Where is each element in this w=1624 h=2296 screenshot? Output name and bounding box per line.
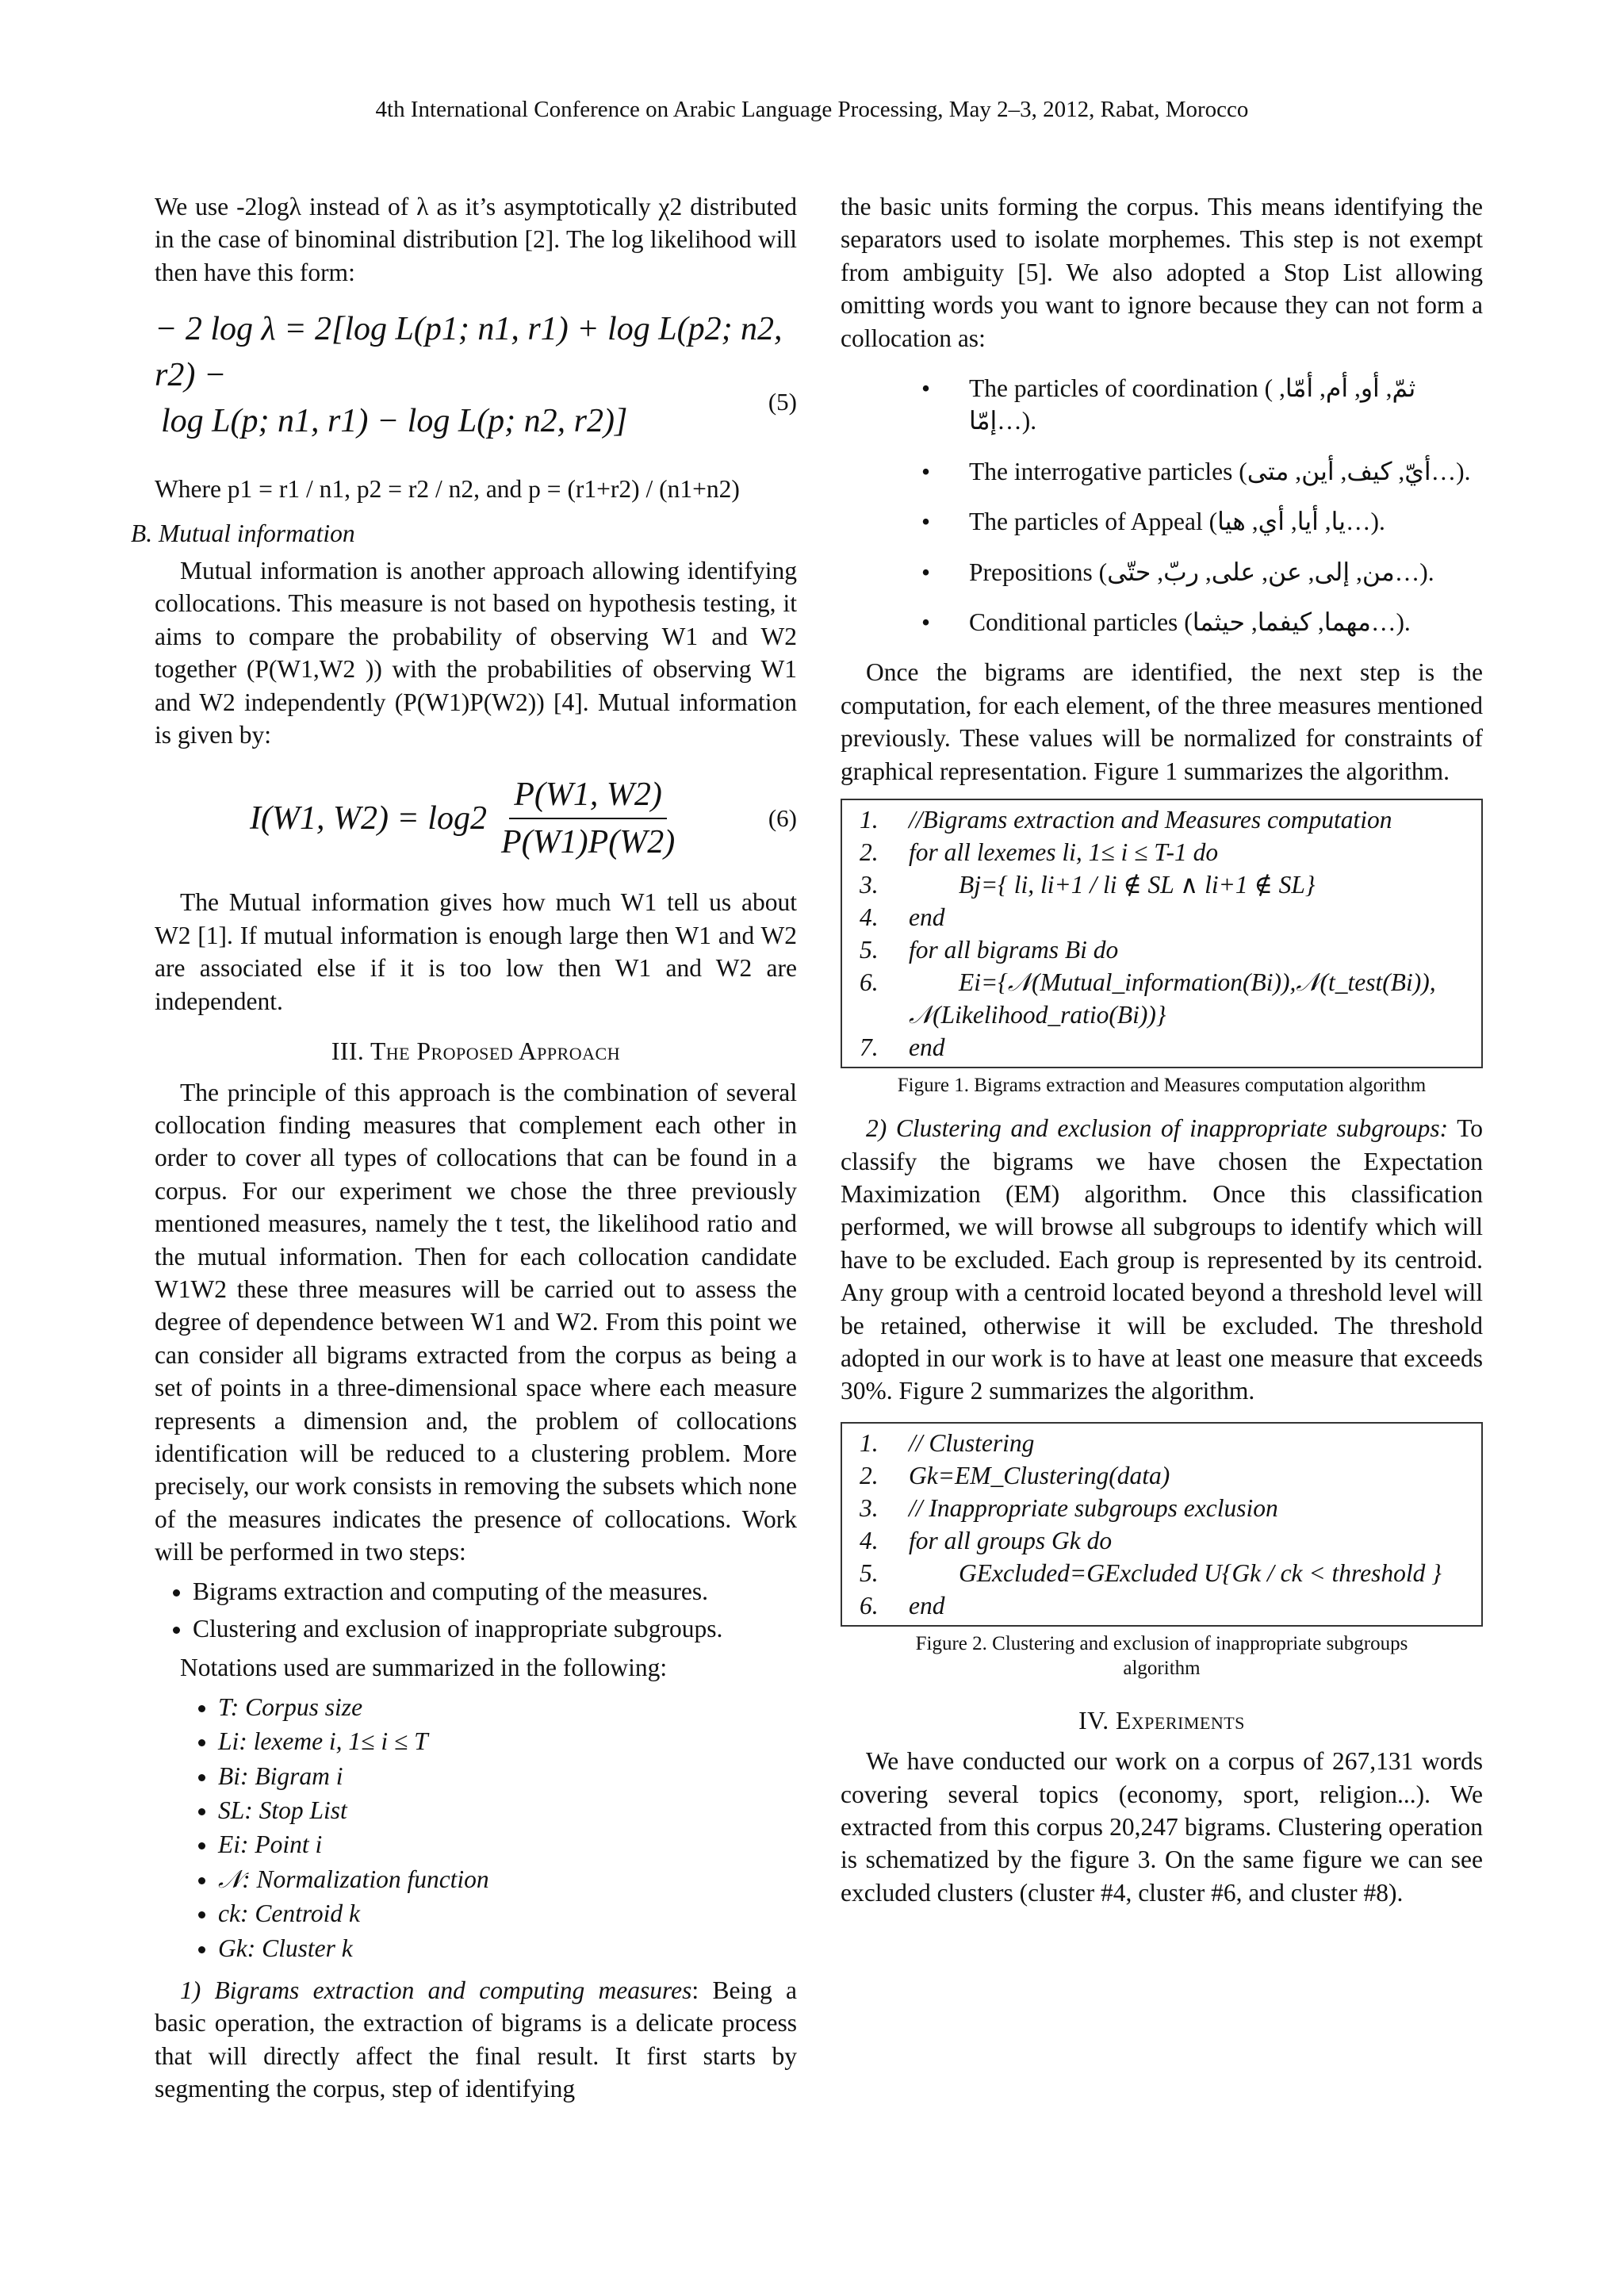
equation-6-denominator: P(W1)P(W2) bbox=[500, 824, 676, 861]
notations-list bbox=[155, 1691, 797, 1964]
algorithm-line: 4. for all groups Gk do bbox=[860, 1526, 1113, 1554]
algorithm-line: 2. Gk=EM_Clustering(data) bbox=[860, 1461, 1170, 1489]
list-item: • SL: Stop List bbox=[218, 1794, 797, 1826]
list-item: • Conditional particles (مهما, كيفما, حيثما…). bbox=[969, 606, 1483, 638]
algorithm-line: 3. Bj={ li, li+1 / li ∉ SL ∧ li+1 ∉ SL} bbox=[860, 871, 1316, 899]
paragraph-clustering bbox=[841, 1112, 1483, 1408]
figure-1-caption: Figure 1. Bigrams extraction and Measures computation algorithm bbox=[897, 1075, 1427, 1097]
left-column bbox=[131, 190, 797, 2106]
algorithm-line: 5. GExcluded=GExcluded U{Gk / ck < threshold } bbox=[860, 1558, 1442, 1587]
algorithm-line: 𝒩(Likelihood_ratio(Bi))} bbox=[909, 1001, 1166, 1029]
algorithm-line: 3. // Inappropriate subgroups exclusion bbox=[860, 1493, 1278, 1522]
algorithm-line: 1. // Clustering bbox=[860, 1428, 1035, 1457]
list-item: • Bigrams extraction and computing of the measures. bbox=[193, 1575, 797, 1608]
subsection-2-text: To classify the bigrams we have chosen the Expectation Maximization (EM) algorithm. Once this classification performed, we will browse all subgroups to identify which will have to be excluded. Each group is represented by its centroid. Any group with a centroid located beyond a threshold level will be retained, otherwise it will be excluded. The threshold adopted in our work is to have at least one measure that exceeds 30%. Figure 2 summarizes the algorithm. bbox=[841, 1114, 1483, 1405]
figure-2-caption: Figure 2. Clustering and exclusion of inappropriate subgroups algorithm bbox=[915, 1632, 1408, 1679]
algorithm-1-box bbox=[841, 799, 1483, 1068]
equation-5-line1: − 2 log λ = 2[log L(p1; n1, r1) + log L(p2; n2, r2) − bbox=[155, 311, 783, 394]
paragraph-bigrams-extraction bbox=[155, 1974, 797, 2106]
paragraph-loglambda: We use -2logλ instead of λ as it’s asymptotically χ2 distributed in the case of binominal distribution [2]. The log likelihood will then have this form: bbox=[155, 193, 797, 286]
list-item: • 𝒩: Normalization function bbox=[218, 1863, 797, 1895]
equation-6-number: (6) bbox=[768, 804, 797, 833]
equation-5 bbox=[155, 306, 797, 444]
subsection-2-title: 2) Clustering and exclusion of inappropriate subgroups: bbox=[866, 1114, 1449, 1143]
list-item: • The particles of coordination ( ثمّ, أو, أم, أمّا, إمّا…). bbox=[969, 372, 1483, 438]
equation-6 bbox=[250, 775, 797, 862]
equation-5-line2: log L(p; n1, r1) − log L(p; n2, r2)] bbox=[161, 403, 628, 440]
algorithm-line: 5. for all bigrams Bi do bbox=[860, 936, 1119, 964]
paragraph-mutual-information: Mutual information is another approach allowing identifying collocations. This measure is not based on hypothesis testing, it aims to compare the probability of observing W1 and W2 together (P(W1,W2 )) with the probabilities of observing W1 and W2 independently (P(W1)P(W2)) [4]. Mutual information is given by: bbox=[155, 557, 797, 749]
algorithm-line: 7. end bbox=[860, 1033, 945, 1062]
section-3-heading: III. The Proposed Approach bbox=[331, 1037, 621, 1066]
list-item: • Clustering and exclusion of inappropriate subgroups. bbox=[193, 1612, 797, 1645]
list-item: • T: Corpus size bbox=[218, 1691, 797, 1723]
paragraph-mi-interpretation: The Mutual information gives how much W1 tell us about W2 [1]. If mutual information is enough large then W1 and W2 are associated else if it is too low then W1 and W2 are independent. bbox=[155, 888, 797, 1015]
section-4-heading: IV. Experiments bbox=[1078, 1706, 1245, 1734]
algorithm-line: 4. end bbox=[860, 903, 945, 932]
list-item: • Ei: Point i bbox=[218, 1828, 797, 1861]
list-item: • Gk: Cluster k bbox=[218, 1932, 797, 1964]
paragraph-computation: Once the bigrams are identified, the next step is the computation, for each element, of the three measures mentioned previously. These values will be normalized for constraints of graphical representation. Figure 1 summarizes the algorithm. bbox=[841, 658, 1483, 785]
subsection-b-heading: B. Mutual information bbox=[131, 519, 355, 547]
list-item: • Li: lexeme i, 1≤ i ≤ T bbox=[218, 1725, 797, 1757]
algorithm-line: 6. end bbox=[860, 1591, 945, 1619]
subsection-1-text: : Being a basic operation, the extraction of bigrams is a delicate process that will directly affect the final result. It first starts by segmenting the corpus, step of identifying bbox=[155, 1976, 797, 2103]
stop-list-particles bbox=[841, 372, 1483, 638]
equation-6-fraction bbox=[501, 772, 675, 865]
paragraph-segmentation: the basic units forming the corpus. This means identifying the separators used to isolate morphemes. This step is not exempt from ambiguity [5]. We also adopted a Stop List allowing omitting words you want to ignore because they can not form a collocation as: bbox=[841, 193, 1483, 352]
steps-list bbox=[155, 1575, 797, 1646]
equation-6-lhs: I(W1, W2) = log2 bbox=[250, 800, 487, 838]
paragraph-approach: The principle of this approach is the combination of several collocation finding measures that complement each other in order to cover all types of collocations that can be found in a corpus. For our experiment we chose the three previously mentioned measures, namely the t test, the likelihood ratio and the mutual information. Then for each collocation candidate W1W2 these three measures will be carried out to assess the degree of dependence between W1 and W2. From this point we can consider all bigrams extracted from the corpus as being a set of points in a three-dimensional space where each measure represents a dimension and, the problem of collocations identification will be reduced to a clustering problem. More precisely, our work consists in removing the subsets which none of the measures indicates the presence of collocations. Work will be performed in two steps: bbox=[155, 1078, 797, 1566]
algorithm-line: 2. for all lexemes li, 1≤ i ≤ T-1 do bbox=[860, 838, 1219, 867]
subsection-1-title: 1) Bigrams extraction and computing measures bbox=[180, 1976, 692, 2005]
right-column bbox=[841, 190, 1483, 1909]
algorithm-2-box bbox=[841, 1422, 1483, 1627]
list-item: • ck: Centroid k bbox=[218, 1897, 797, 1930]
where-definition: Where p1 = r1 / n1, p2 = r2 / n2, and p = (r1+r2) / (n1+n2) bbox=[155, 475, 740, 504]
list-item: • The interrogative particles (أيّ, كيف, أين, متى…). bbox=[969, 455, 1483, 488]
list-item: • Bi: Bigram i bbox=[218, 1760, 797, 1792]
algorithm-line: 1. //Bigrams extraction and Measures computation bbox=[860, 806, 1392, 834]
running-header: 4th International Conference on Arabic Language Processing, May 2–3, 2012, Rabat, Morocco bbox=[375, 97, 1249, 122]
notations-intro: Notations used are summarized in the following: bbox=[180, 1654, 668, 1682]
list-item: • The particles of Appeal (يا, أيا, أي, هيا…). bbox=[969, 505, 1483, 538]
list-item: • Prepositions (من, إلى, عن, على, ربّ, حتّى…). bbox=[969, 556, 1483, 588]
paragraph-experiments: We have conducted our work on a corpus of 267,131 words covering several topics (economy, sport, religion...). We extracted from this corpus 20,247 bigrams. Clustering operation is schematized by the figure 3. On the same figure we can see excluded clusters (cluster #4, cluster #6, and cluster #8). bbox=[841, 1747, 1483, 1907]
algorithm-line: 6. Ei={𝒩(Mutual_information(Bi)),𝒩(t_test(Bi)), bbox=[860, 968, 1436, 997]
equation-6-numerator: P(W1, W2) bbox=[509, 772, 667, 819]
equation-5-number: (5) bbox=[768, 388, 797, 416]
